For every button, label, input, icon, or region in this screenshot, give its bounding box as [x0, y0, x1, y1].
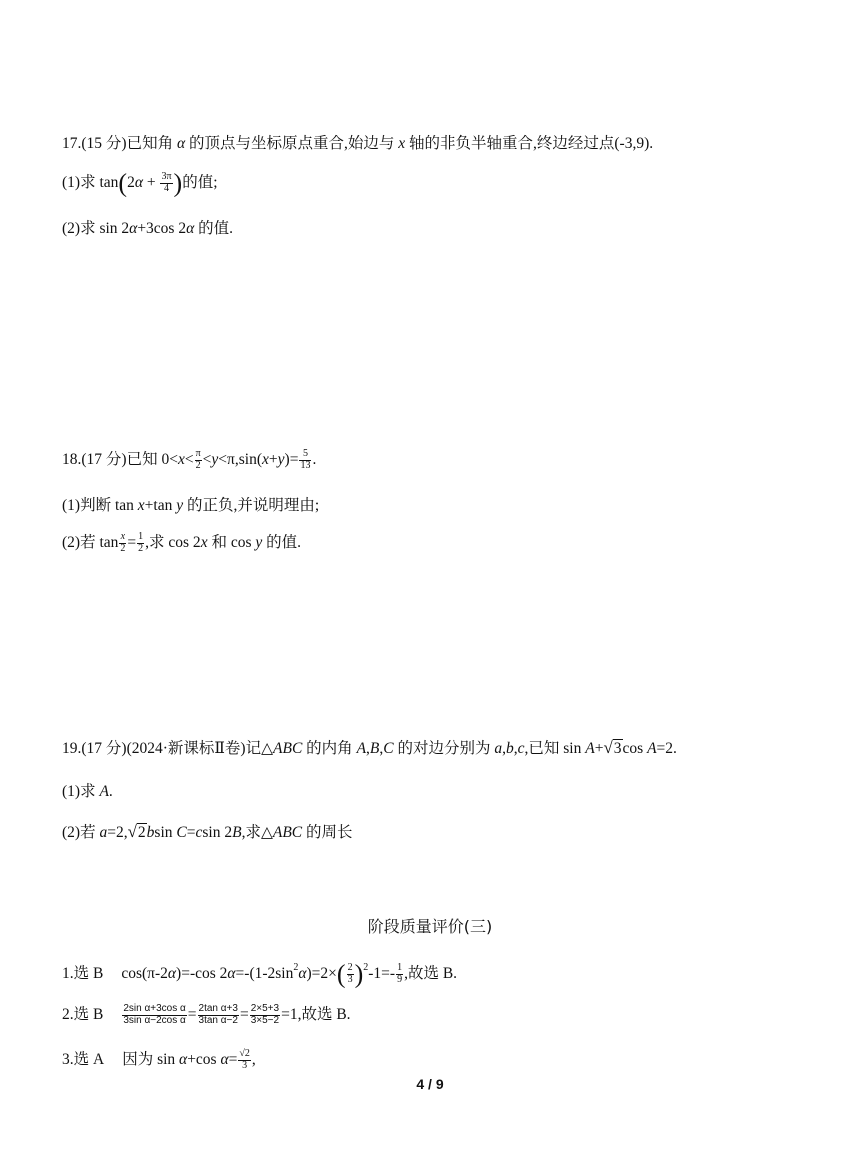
q18-stem-text: )=	[284, 451, 299, 468]
right-paren: )	[354, 959, 364, 989]
q18-part2-text: 的值.	[262, 534, 302, 551]
left-paren: (	[336, 959, 346, 989]
var-a-upper: A	[647, 740, 657, 757]
answer-text: +cos	[187, 1051, 221, 1068]
q18-part2	[62, 530, 301, 554]
var-c: c	[195, 824, 203, 841]
q19-part2-text: 的周长	[302, 824, 353, 841]
q19-part1-text: (1)求	[62, 783, 100, 800]
fraction-denominator: 2	[120, 542, 126, 554]
q19-part2-text: sin 2	[202, 824, 233, 841]
fraction	[347, 963, 354, 985]
q19-stem-text: =2.	[656, 740, 677, 757]
answer-text: )=-cos 2	[176, 965, 228, 982]
answer-text: =-(1-2sin	[235, 965, 294, 982]
answer-text: =	[228, 1051, 238, 1068]
fraction-denominator: 3sin α−2cos α	[123, 1014, 186, 1026]
q18-part1	[62, 493, 319, 515]
var-alpha: α	[298, 965, 307, 982]
q17-part1-text: (1)求 tan	[62, 174, 119, 191]
var-abc: ABC	[272, 824, 303, 841]
fraction-numerator: 3π	[161, 171, 172, 183]
right-paren: )	[173, 168, 183, 198]
q17-stem	[62, 131, 653, 153]
fraction-denominator: 3	[238, 1060, 251, 1072]
fraction	[137, 532, 144, 554]
square-root: √2	[127, 822, 146, 841]
var-alpha: α	[186, 220, 195, 237]
answer-text: )=2×	[306, 965, 337, 982]
radicand: 3	[613, 740, 622, 757]
var-c-upper: C	[176, 824, 187, 841]
fraction	[198, 1004, 239, 1026]
fraction-numerator: 1	[138, 531, 144, 543]
var-y: y	[255, 534, 263, 551]
fraction-numerator: 1	[397, 962, 403, 974]
q18-stem-text: <	[202, 451, 212, 468]
var-c: c	[517, 740, 525, 757]
var-alpha: α	[227, 965, 236, 982]
fraction	[299, 449, 311, 471]
q18-stem-text: <	[184, 451, 194, 468]
answer-text: ,	[251, 1051, 256, 1068]
fraction-denominator: 3tan α−2	[198, 1014, 238, 1026]
var-alpha: α	[179, 1051, 188, 1068]
fraction-denominator: 3	[347, 973, 353, 985]
var-a-upper: A	[585, 740, 595, 757]
answer-label: 2.选 B	[62, 1006, 104, 1023]
fraction-numerator: 2sin α+3cos α	[123, 1003, 186, 1015]
fraction-denominator: 4	[160, 183, 172, 195]
q19-stem	[62, 736, 677, 758]
fraction-denominator: 2	[195, 459, 201, 471]
var-x: x	[137, 497, 145, 514]
q17-part1	[62, 170, 218, 196]
q19-stem-text: cos	[622, 740, 648, 757]
var-c-upper: C	[383, 740, 394, 757]
fraction-numerator: π	[195, 448, 201, 460]
math-text: 2	[127, 174, 135, 191]
fraction-denominator: 9	[397, 973, 403, 985]
var-x: x	[177, 451, 185, 468]
fraction	[195, 449, 202, 471]
math-text: =	[187, 1006, 197, 1023]
q19-stem-text: ,	[513, 740, 518, 757]
q19-part1	[62, 779, 113, 801]
var-b: b	[505, 740, 514, 757]
q19-part2-text: (2)若	[62, 824, 100, 841]
q19-part2-text: sin	[154, 824, 177, 841]
q17-stem-text: 的顶点与坐标原点重合,始边与	[185, 135, 399, 152]
var-alpha: α	[129, 220, 138, 237]
fraction-numerator: x	[120, 531, 126, 543]
fraction	[119, 532, 126, 554]
q18-part2-text: (2)若 tan	[62, 534, 119, 551]
q19-stem-text: ,	[366, 740, 370, 757]
fraction-denominator: 2	[138, 542, 144, 554]
var-b-upper: B	[369, 740, 380, 757]
fraction	[396, 963, 403, 985]
fraction-denominator: 3×5−2	[250, 1014, 280, 1026]
var-y: y	[211, 451, 219, 468]
var-a-upper: A	[99, 783, 109, 800]
q19-stem-text: +	[594, 740, 604, 757]
answer-2	[62, 1002, 351, 1026]
var-y: y	[176, 497, 184, 514]
fraction	[250, 1004, 280, 1026]
q19-part2	[62, 820, 353, 842]
answer-text: 因为 sin	[122, 1051, 180, 1068]
superscript: 2	[363, 962, 369, 973]
q18-stem-text: <π,sin(	[218, 451, 262, 468]
var-x: x	[262, 451, 269, 468]
page-number: 4 / 9	[416, 1076, 444, 1092]
radicand: 2	[137, 824, 146, 841]
q19-stem-text: 的内角	[302, 740, 357, 757]
fraction-numerator: 5	[302, 448, 308, 460]
q18-part1-text: +tan	[144, 497, 177, 514]
fraction	[122, 1004, 186, 1026]
fraction-numerator: 2	[347, 962, 353, 974]
q19-stem-text: 19.(17 分)(2024·新课标Ⅱ卷)记△	[62, 740, 274, 757]
answer-3	[62, 1047, 256, 1071]
math-text: +	[142, 174, 160, 191]
q19-stem-text: 的对边分别为	[393, 740, 495, 757]
answer-text: ,故选 B.	[404, 965, 458, 982]
q17-part2-text: (2)求 sin 2	[62, 220, 130, 237]
var-b: b	[146, 824, 155, 841]
var-abc: ABC	[273, 740, 303, 757]
q19-stem-text: ,	[379, 740, 384, 757]
q19-part2-text: =	[186, 824, 196, 841]
fraction	[238, 1049, 251, 1071]
answer-text: =1,故选 B.	[281, 1006, 351, 1023]
math-text: =	[239, 1006, 249, 1023]
q18-part1-text: (1)判断 tan	[62, 497, 138, 514]
answer-text: cos(π-2	[121, 965, 168, 982]
var-x: x	[398, 135, 406, 152]
q18-part1-text: 的正负,并说明理由;	[183, 497, 320, 514]
q19-part2-text: ,求△	[241, 824, 273, 841]
math-text: =	[127, 534, 137, 551]
var-b-upper: B	[232, 824, 242, 841]
superscript: 2	[293, 962, 299, 973]
answer-label: 3.选 A	[62, 1051, 105, 1068]
var-alpha: α	[167, 965, 177, 982]
answer-1	[62, 961, 457, 987]
q18-part2-text: ,求 cos 2	[145, 534, 201, 551]
var-a: a	[99, 824, 108, 841]
q18-stem	[62, 447, 316, 471]
q19-part1-text: .	[108, 783, 113, 800]
var-x: x	[200, 534, 208, 551]
q19-stem-text: ,	[502, 740, 506, 757]
answer-text: -1=-	[368, 965, 396, 982]
fraction-numerator: 2tan α+3	[198, 1003, 238, 1015]
left-paren: (	[118, 168, 128, 198]
q17-part2-text: 的值.	[194, 220, 233, 237]
q19-stem-text: ,已知 sin	[524, 740, 586, 757]
fraction-numerator: 2×5+3	[250, 1003, 280, 1015]
q17-stem-text: 17.(15 分)已知角	[62, 135, 177, 152]
var-alpha: α	[176, 135, 186, 152]
q18-stem-text: .	[312, 451, 317, 468]
var-alpha: α	[134, 174, 143, 191]
q17-part1-text: 的值;	[182, 174, 218, 191]
var-a: a	[494, 740, 503, 757]
square-root: √3	[603, 738, 622, 757]
answer-label: 1.选 B	[62, 965, 104, 982]
var-y: y	[277, 451, 285, 468]
q18-part2-text: 和 cos	[207, 534, 256, 551]
var-a-upper: A	[356, 740, 367, 757]
q17-part2-text: +3cos 2	[137, 220, 187, 237]
fraction	[160, 172, 172, 194]
var-alpha: α	[220, 1051, 229, 1068]
q18-stem-text: +	[268, 451, 278, 468]
q18-stem-text: 18.(17 分)已知 0<	[62, 451, 178, 468]
q17-part2	[62, 216, 233, 238]
fraction-numerator: √2	[239, 1048, 250, 1060]
q19-part2-text: =2,	[107, 824, 128, 841]
q17-stem-text: 轴的非负半轴重合,终边经过点(-3,9).	[405, 135, 654, 152]
section-title: 阶段质量评价(三)	[367, 917, 493, 936]
fraction-denominator: 13	[300, 459, 311, 471]
